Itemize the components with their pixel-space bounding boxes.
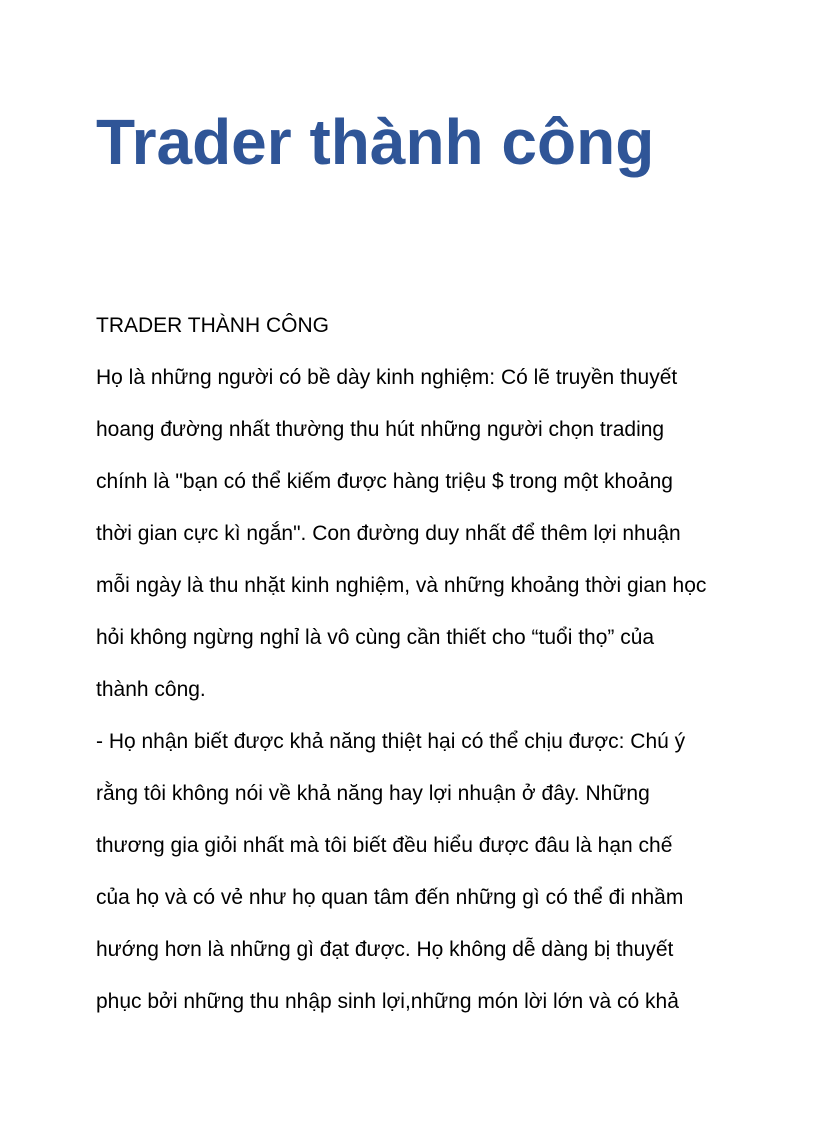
body-line: thương gia giỏi nhất mà tôi biết đều hiểu được đâu là hạn chế <box>96 834 673 857</box>
body-line: rằng tôi không nói về khả năng hay lợi nhuận ở đây. Những <box>96 782 650 805</box>
body-line: phục bởi những thu nhập sinh lợi,những món lời lớn và có khả <box>96 990 679 1013</box>
document-title: Trader thành công <box>96 106 655 178</box>
body-line: mỗi ngày là thu nhặt kinh nghiệm, và những khoảng thời gian học <box>96 574 707 597</box>
body-line: hỏi không ngừng nghỉ là vô cùng cần thiết cho “tuổi thọ” của <box>96 626 655 649</box>
document-body <box>96 306 736 1034</box>
body-line: thành công. <box>96 678 206 701</box>
body-line: hướng hơn là những gì đạt được. Họ không dễ dàng bị thuyết <box>96 938 674 961</box>
body-line: chính là "bạn có thể kiếm được hàng triệu $ trong một khoảng <box>96 470 673 493</box>
body-line: thời gian cực kì ngắn". Con đường duy nhất để thêm lợi nhuận <box>96 522 681 545</box>
body-line: TRADER THÀNH CÔNG <box>96 314 329 337</box>
body-line: của họ và có vẻ như họ quan tâm đến những gì có thể đi nhầm <box>96 886 684 909</box>
body-line: - Họ nhận biết được khả năng thiệt hại có thể chịu được: Chú ý <box>96 730 686 753</box>
body-line: hoang đường nhất thường thu hút những người chọn trading <box>96 418 665 441</box>
body-line: Họ là những người có bề dày kinh nghiệm: Có lẽ truyền thuyết <box>96 366 678 389</box>
